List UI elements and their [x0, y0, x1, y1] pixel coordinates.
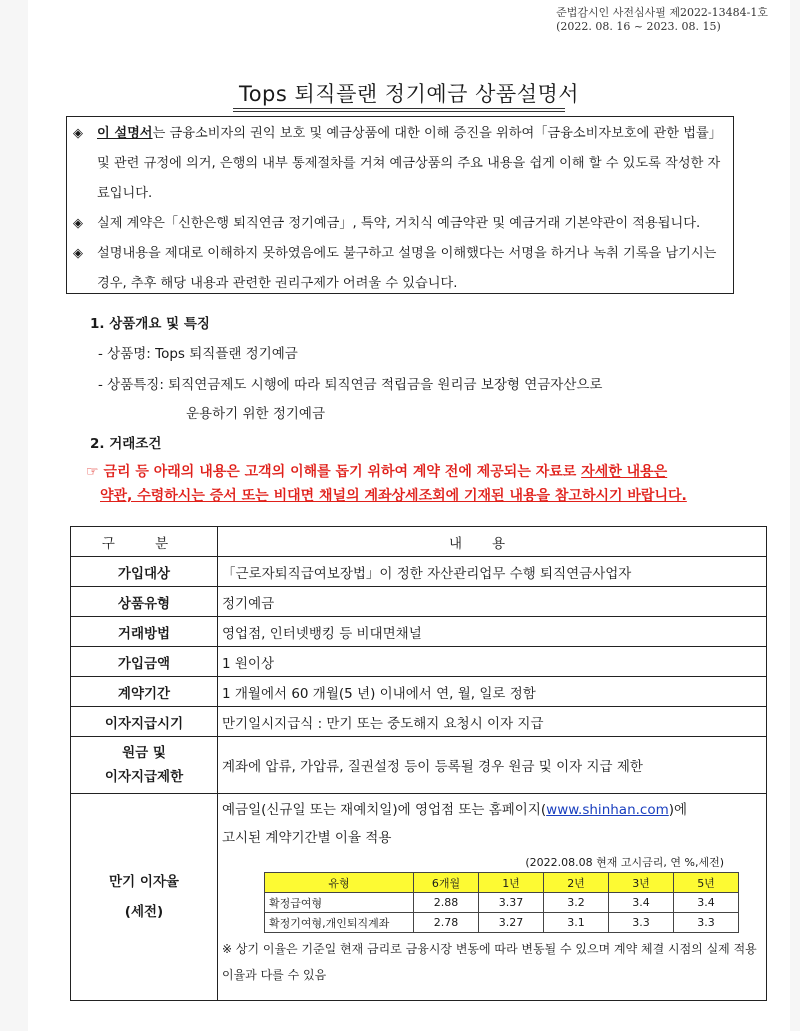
header-category: 구 분 [71, 527, 218, 557]
product-feature: - 상품특징: 퇴직연금제도 시행에 따라 퇴직연금 적립금을 원리금 보장형 연금자산으로 [98, 377, 603, 393]
approval-period: (2022. 08. 16 ~ 2023. 08. 15) [556, 20, 721, 33]
title-underline-2 [233, 111, 565, 112]
notice-bullet-2: ◈ 실제 계약은「신한은행 퇴직연금 정기예금」, 특약, 거치식 예금약관 및 예금거래 기본약관이 적용됩니다. [97, 209, 725, 239]
shinhan-link[interactable]: www.shinhan.com [546, 802, 669, 818]
title-underline [233, 108, 565, 109]
rate-caption: (2022.08.08 현재 고시금리, 연 %,세전) [525, 856, 724, 869]
notice-bullet-1: ◈ 이 설명서는 금융소비자의 권익 보호 및 예금상품에 대한 이해 증진을 위하여「금융소비자보호에 관한 법률」및 관련 규정에 의거, 은행의 내부 통제절차를 거쳐 예금상품의 주요 내용을 쉽게 이해 할 수 있도록 작성한 자료입니다. [97, 119, 725, 209]
document-page [28, 0, 790, 1031]
diamond-icon: ◈ [73, 216, 83, 231]
diamond-icon: ◈ [73, 126, 83, 141]
rate-table [264, 872, 739, 933]
table-row: 계약기간 1 개월에서 60 개월(5 년) 이내에서 연, 월, 일로 정함 [71, 677, 767, 707]
table-header-row [71, 527, 767, 557]
table-row: 가입금액 1 원이상 [71, 647, 767, 677]
table-row: 이자지급시기 만기일시지급식 : 만기 또는 중도해지 요청시 이자 지급 [71, 707, 767, 737]
table-row: 거래방법 영업점, 인터넷뱅킹 등 비대면채널 [71, 617, 767, 647]
notice-box [66, 116, 734, 294]
table-row: 원금 및 이자지급제한 계좌에 압류, 가압류, 질권설정 등이 등록될 경우 원금 및 이자 지급 제한 [71, 737, 767, 794]
table-row: 만기 이자율 (세전) 예금일(신규일 또는 재예치일)에 영업점 또는 홈페이지(www.shinhan.com)에 고시된 계약기간별 이율 적용 (2022.08.08 현재 고시금리, 연 %,세전) 유형 6개월 1년 2년 3년 5년 확정급여형 2.88 3.37 3.2 3.4 3.4 확정기여형,개인퇴직계좌 2.78 3.27 3.1 3.3 3.3 ※ 상기 이율은 기준일 현재 금리로 금융시장 변동에 따라 변동될 수 있으며 계약 체결 시점의 실제 적용이율과 다를 수 있음 [71, 794, 767, 1001]
rate-row: 확정급여형 2.88 3.37 3.2 3.4 3.4 [265, 893, 739, 913]
section2-heading: 2. 거래조건 [90, 436, 162, 452]
product-feature-cont: 운용하기 위한 정기예금 [186, 406, 325, 422]
product-name: - 상품명: Tops 퇴직플랜 정기예금 [98, 346, 298, 362]
rate-footnote: ※ 상기 이율은 기준일 현재 금리로 금융시장 변동에 따라 변동될 수 있으며 계약 체결 시점의 실제 적용이율과 다를 수 있음 [222, 942, 757, 982]
approval-stamp [556, 6, 768, 34]
maturity-rate-cell: 예금일(신규일 또는 재예치일)에 영업점 또는 홈페이지(www.shinhan.com)에 고시된 계약기간별 이율 적용 (2022.08.08 현재 고시금리, 연 %,세전) 유형 6개월 1년 2년 3년 5년 확정급여형 2.88 3.37 3.2 3.4 3.4 확정기여형,개인퇴직계좌 2.78 3.27 3.1 3.3 3.3 ※ 상기 이율은 기준일 현재 금리로 금융시장 변동에 따라 변동될 수 있으며 계약 체결 시점의 실제 적용이율과 다를 수 있음 [218, 794, 767, 1001]
rate-row: 확정기여형,개인퇴직계좌 2.78 3.27 3.1 3.3 3.3 [265, 913, 739, 933]
warning-text: ☞ 금리 등 아래의 내용은 고객의 이해를 돕기 위하여 계약 전에 제공되는 자료로 자세한 내용은 약관, 수령하시는 증서 또는 비대면 채널의 계좌상세조회에 기재된 내용을 참고하시기 바랍니다. [86, 464, 687, 504]
document-title: Tops 퇴직플랜 정기예금 상품설명서 [238, 82, 580, 106]
pointing-hand-icon: ☞ [86, 464, 99, 480]
header-content: 내용 [218, 527, 767, 557]
table-row: 가입대상 「근로자퇴직급여보장법」이 정한 자산관리업무 수행 퇴직연금사업자 [71, 557, 767, 587]
table-row: 상품유형 정기예금 [71, 587, 767, 617]
notice-bullet-3: ◈ 설명내용을 제대로 이해하지 못하였음에도 불구하고 설명을 이해했다는 서명을 하거나 녹취 기록을 남기시는 경우, 추후 해당 내용과 관련한 권리구제가 어려울 수 있습니다. [97, 239, 725, 299]
approval-number: 준법감시인 사전심사필 제2022-13484-1호 [556, 6, 768, 19]
section1-heading: 1. 상품개요 및 특징 [90, 316, 210, 332]
rate-header-row: 유형 6개월 1년 2년 3년 5년 [265, 873, 739, 893]
diamond-icon: ◈ [73, 246, 83, 261]
notice-emphasis: 이 설명서 [97, 126, 153, 141]
terms-table [70, 526, 767, 1001]
